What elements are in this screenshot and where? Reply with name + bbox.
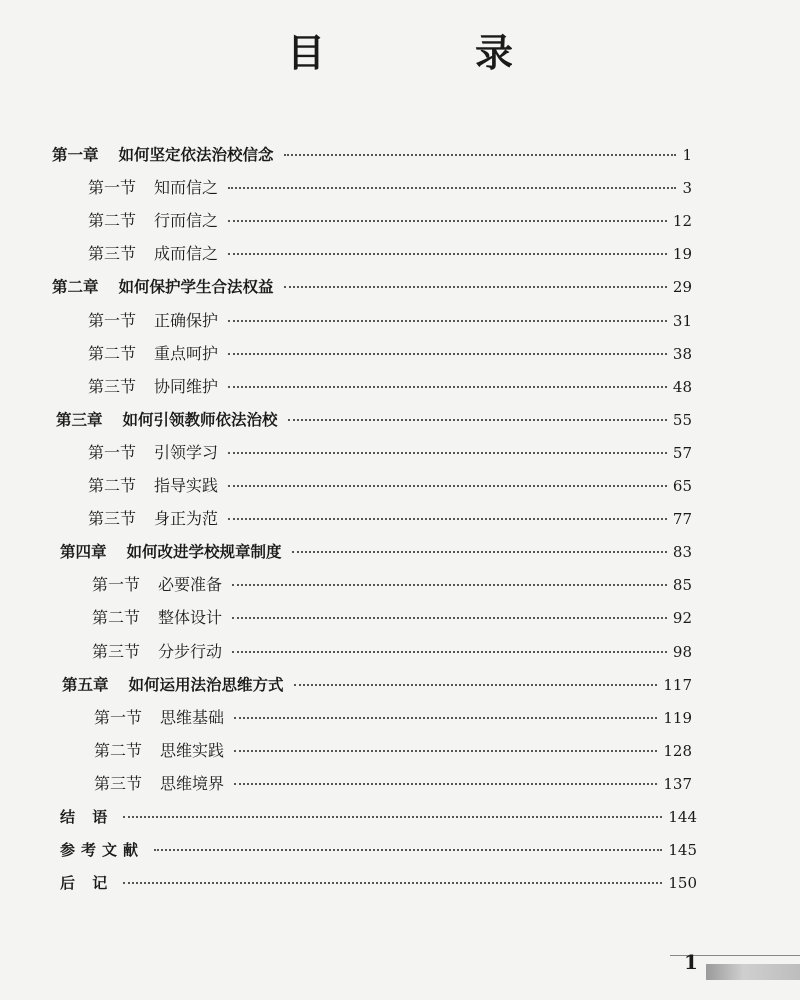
toc-page-number: 83 bbox=[672, 543, 692, 562]
toc-page-number: 85 bbox=[672, 576, 692, 595]
toc-page-number: 19 bbox=[672, 245, 692, 264]
dot-leader bbox=[284, 153, 677, 156]
footer-bar bbox=[706, 964, 800, 980]
toc-title: 思维基础 bbox=[160, 707, 225, 727]
toc-title: 如何引领教师依法治校 bbox=[122, 410, 278, 429]
toc-page-number: 150 bbox=[668, 874, 697, 893]
page-footer bbox=[670, 950, 800, 982]
dot-leader bbox=[232, 583, 667, 586]
toc-chapter-row[interactable] bbox=[62, 670, 692, 700]
toc-section-row[interactable] bbox=[88, 306, 692, 336]
dot-leader bbox=[228, 451, 667, 454]
toc-title: 重点呵护 bbox=[154, 343, 219, 363]
toc-title: 如何保护学生合法权益 bbox=[118, 278, 274, 297]
toc-number: 第二节 bbox=[94, 740, 143, 760]
toc-chapter-row[interactable] bbox=[56, 405, 692, 435]
toc-page-number: 12 bbox=[672, 212, 692, 231]
toc-page-number: 144 bbox=[668, 808, 697, 826]
toc-section-row[interactable] bbox=[88, 173, 692, 203]
toc-page-number: 38 bbox=[672, 344, 692, 363]
toc-page-number: 65 bbox=[672, 477, 692, 495]
toc-number: 第三节 bbox=[92, 641, 141, 661]
toc-title: 指导实践 bbox=[154, 476, 219, 495]
toc-number: 第一节 bbox=[88, 310, 137, 330]
toc-title: 结 语 bbox=[60, 808, 114, 826]
toc-section-row[interactable] bbox=[88, 438, 692, 468]
dot-leader bbox=[232, 616, 667, 619]
dot-leader bbox=[228, 484, 667, 487]
toc-chapter-row[interactable] bbox=[60, 537, 692, 567]
toc-chapter-row[interactable] bbox=[52, 140, 692, 170]
dot-leader bbox=[234, 716, 657, 719]
toc-section-row[interactable] bbox=[88, 471, 692, 501]
dot-leader bbox=[123, 815, 662, 818]
toc-number: 第三节 bbox=[88, 244, 137, 264]
toc-number: 第三节 bbox=[88, 509, 137, 529]
toc-section-row[interactable] bbox=[92, 570, 692, 600]
toc-title: 成而信之 bbox=[154, 244, 219, 264]
toc-title: 参考文献 bbox=[60, 841, 145, 860]
dot-leader bbox=[228, 517, 667, 520]
dot-leader bbox=[123, 881, 662, 884]
toc-title: 整体设计 bbox=[158, 608, 223, 628]
toc-page-number: 92 bbox=[672, 609, 692, 628]
dot-leader bbox=[232, 650, 667, 653]
toc-page-number: 55 bbox=[672, 410, 692, 429]
dot-leader bbox=[228, 186, 676, 189]
toc-title: 后 记 bbox=[60, 874, 114, 893]
toc-title: 如何坚定依法治校信念 bbox=[118, 146, 274, 164]
toc-number: 第一节 bbox=[92, 575, 141, 595]
dot-leader bbox=[228, 252, 667, 255]
toc-page-number: 98 bbox=[672, 642, 692, 661]
toc-chapter-row[interactable] bbox=[52, 272, 692, 302]
toc-number: 第一节 bbox=[88, 442, 137, 462]
toc-page-number: 128 bbox=[663, 741, 692, 760]
toc-number: 第一节 bbox=[88, 178, 137, 198]
toc-title: 如何运用法治思维方式 bbox=[128, 675, 284, 694]
toc-number: 第二节 bbox=[88, 211, 137, 231]
toc-misc-row[interactable] bbox=[60, 802, 697, 832]
toc-page-number: 31 bbox=[672, 311, 692, 330]
toc-section-row[interactable] bbox=[92, 637, 692, 667]
toc-section-row[interactable] bbox=[94, 769, 692, 799]
dot-leader bbox=[154, 848, 662, 851]
toc-title: 如何改进学校规章制度 bbox=[126, 543, 282, 562]
toc-section-row[interactable] bbox=[94, 736, 692, 766]
page-number: 1 bbox=[684, 950, 698, 974]
toc-page-number: 57 bbox=[672, 443, 692, 462]
toc-page-number: 145 bbox=[668, 841, 697, 860]
toc-number: 第一章 bbox=[52, 146, 99, 164]
toc-title: 身正为范 bbox=[154, 509, 219, 529]
toc-number: 第二节 bbox=[88, 476, 137, 495]
toc-section-row[interactable] bbox=[88, 239, 692, 269]
toc-title: 知而信之 bbox=[154, 178, 219, 198]
toc-page-number: 137 bbox=[663, 774, 692, 793]
toc-number: 第三节 bbox=[94, 773, 143, 793]
toc-number: 第三节 bbox=[88, 376, 137, 396]
toc-page-number: 77 bbox=[672, 510, 692, 529]
toc-section-row[interactable] bbox=[94, 703, 692, 733]
toc-title: 行而信之 bbox=[154, 211, 219, 231]
dot-leader bbox=[228, 219, 667, 222]
toc-page-number: 119 bbox=[663, 708, 692, 727]
toc-title: 思维实践 bbox=[160, 740, 225, 760]
toc-number: 第二章 bbox=[52, 278, 99, 297]
toc-title: 正确保护 bbox=[154, 310, 219, 330]
toc-section-row[interactable] bbox=[88, 372, 692, 402]
toc-title: 引领学习 bbox=[154, 442, 219, 462]
toc-number: 第二节 bbox=[88, 343, 137, 363]
toc-title: 协同维护 bbox=[154, 376, 219, 396]
toc-number: 第三章 bbox=[56, 410, 103, 429]
dot-leader bbox=[288, 418, 667, 421]
toc-title: 思维境界 bbox=[160, 773, 225, 793]
toc-page-number: 48 bbox=[672, 377, 692, 396]
dot-leader bbox=[228, 385, 667, 388]
toc-section-row[interactable] bbox=[88, 206, 692, 236]
dot-leader bbox=[294, 683, 658, 686]
dot-leader bbox=[234, 749, 657, 752]
toc-section-row[interactable] bbox=[92, 603, 692, 633]
toc-number: 第一节 bbox=[94, 707, 143, 727]
toc-title: 必要准备 bbox=[158, 575, 223, 595]
toc-misc-row[interactable] bbox=[60, 868, 697, 898]
toc-number: 第四章 bbox=[60, 543, 107, 562]
dot-leader bbox=[228, 319, 667, 322]
dot-leader bbox=[284, 285, 667, 288]
toc-page-number: 117 bbox=[663, 675, 692, 694]
toc-title: 分步行动 bbox=[158, 641, 223, 661]
dot-leader bbox=[292, 550, 667, 553]
toc-page-number: 29 bbox=[672, 278, 692, 297]
toc-number: 第五章 bbox=[62, 675, 109, 694]
toc-misc-row[interactable] bbox=[60, 835, 697, 865]
dot-leader bbox=[234, 782, 657, 785]
toc-section-row[interactable] bbox=[88, 504, 692, 534]
toc-section-row[interactable] bbox=[88, 339, 692, 369]
toc-page-number: 3 bbox=[682, 179, 692, 198]
dot-leader bbox=[228, 352, 667, 355]
page-title: 目 录 bbox=[286, 30, 569, 75]
toc-page-number: 1 bbox=[682, 146, 692, 164]
toc-number: 第二节 bbox=[92, 608, 141, 628]
